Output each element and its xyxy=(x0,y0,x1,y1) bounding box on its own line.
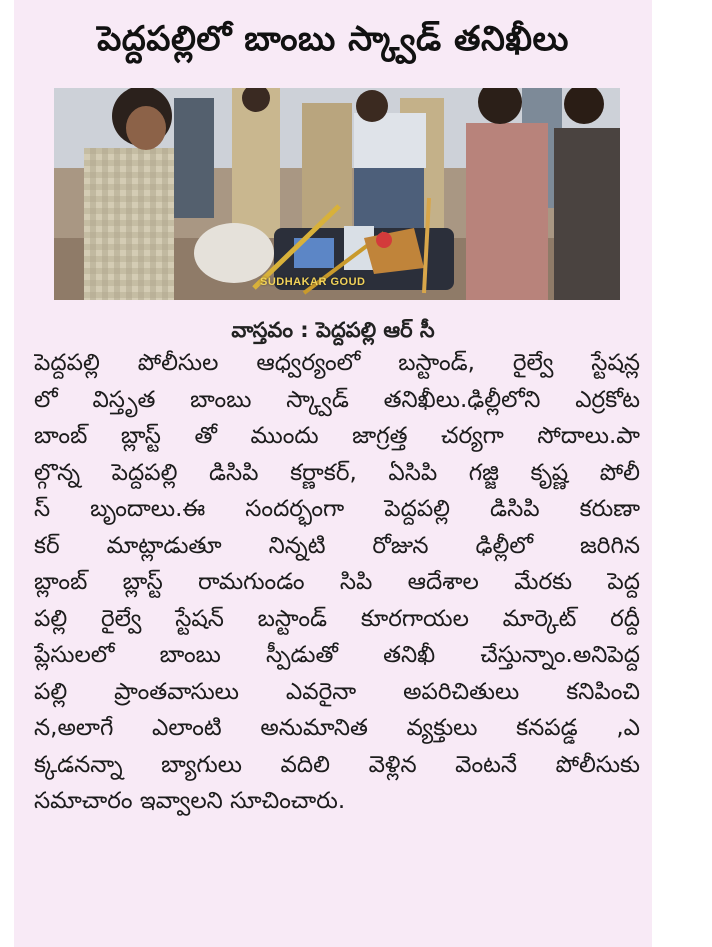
news-clipping xyxy=(14,0,652,947)
article-line: సమాచారం ఇవ్వాలని సూచించారు. xyxy=(34,788,346,814)
article-line: న,అలాగే ఎలాంటి అనుమానిత వ్యక్తులు కనపడ్డ ,ఎ xyxy=(34,715,640,741)
article-line: పల్లి రైల్వే స్టేషన్ బస్టాండ్ కూరగాయల మార్కెట్ రద్దీ xyxy=(34,605,640,632)
news-photo xyxy=(54,88,620,300)
article-body xyxy=(34,345,640,820)
article-line: పల్లి ప్రాంతవాసులు ఎవరైనా అపరిచితులు కనిపించి xyxy=(34,678,640,705)
article-line: బ్లాంబ్ బ్లాస్ట్ రామగుండం సిపి ఆదేశాల మేరకు పెద్ద xyxy=(34,569,640,595)
article-line: ప్లేసులలో బాంబు స్పీడుతో తనిఖీ చేస్తున్నాం.అనిపెద్ద xyxy=(34,642,640,668)
article-line: లో విస్తృత బాంబు స్క్వాడ్ తనిఖీలు.ఢిల్లీలోని ఎర్రకోట xyxy=(34,386,640,413)
article-line: ల్గొన్న పెద్దపల్లి డిసిపి కర్ణాకర్, ఏసిపి గజ్జి కృష్ణ పోలీ xyxy=(34,459,640,486)
photo-credit: SUDHAKAR GOUD xyxy=(260,276,366,288)
article-line: కర్ మాట్లాడుతూ నిన్నటి రోజున ఢిల్లీలో జరిగిన xyxy=(34,532,640,559)
article-headline: పెద్దపల్లిలో బాంబు స్క్వాడ్ తనిఖీలు xyxy=(97,19,569,59)
article-line: స్ బృందాలు.ఈ సందర్భంగా పెద్దపల్లి డిసిపి కరుణా xyxy=(34,496,640,522)
photo-illustration xyxy=(54,88,620,300)
article-line: పెద్దపల్లి పోలీసుల ఆధ్వర్యంలో బస్టాండ్, రైల్వే స్టేషన్ల xyxy=(34,350,640,376)
article-dateline: వాస్తవం : పెద్దపల్లి ఆర్ సీ xyxy=(231,318,435,342)
article-line: బాంబ్ బ్లాస్ట్ తో ముందు జాగ్రత్త చర్యగా సోదాలు.పా xyxy=(34,423,640,449)
article-line: క్కడనన్నా బ్యాగులు వదిలి వెళ్లిన వెంటనే పోలీసుకు xyxy=(34,751,640,778)
